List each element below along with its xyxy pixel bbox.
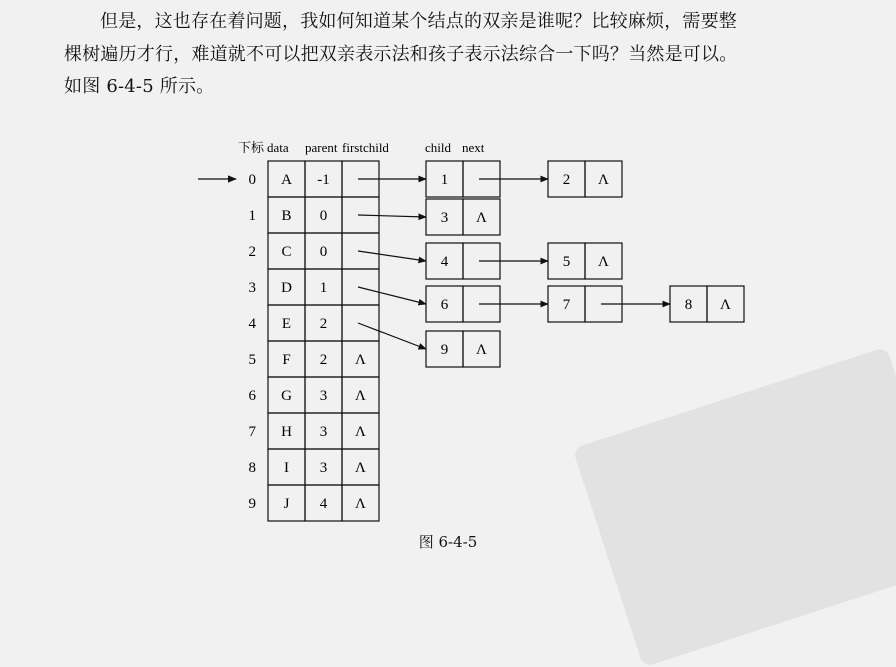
header-data: data bbox=[267, 140, 289, 155]
cell-parent: -1 bbox=[317, 172, 330, 188]
cell-parent: 3 bbox=[319, 388, 328, 404]
table-cell bbox=[342, 269, 379, 305]
next-null: Λ bbox=[476, 342, 487, 358]
child-value: 9 bbox=[440, 342, 449, 358]
row-index: 2 bbox=[248, 244, 256, 260]
child-list-node bbox=[426, 331, 500, 367]
cell-data: F bbox=[282, 352, 291, 368]
row-index: 3 bbox=[248, 280, 256, 296]
row-index: 8 bbox=[248, 460, 256, 476]
row-index: 7 bbox=[248, 424, 256, 440]
cell-data: H bbox=[281, 424, 292, 440]
child-value: 7 bbox=[562, 297, 571, 313]
table-row bbox=[249, 449, 380, 485]
row-index: 0 bbox=[248, 172, 256, 188]
row-index: 5 bbox=[248, 352, 256, 368]
firstchild-arrow bbox=[358, 251, 426, 261]
cell-firstchild-null: Λ bbox=[355, 460, 366, 476]
child-list-node bbox=[670, 286, 744, 322]
child-value: 4 bbox=[440, 254, 449, 270]
header-child: child bbox=[425, 140, 451, 155]
next-null: Λ bbox=[598, 172, 609, 188]
cell-data: I bbox=[284, 460, 289, 476]
cell-parent: 0 bbox=[319, 208, 328, 224]
next-null: Λ bbox=[476, 210, 487, 226]
cell-data: D bbox=[281, 280, 292, 296]
row-index: 9 bbox=[248, 496, 256, 512]
cell-parent: 3 bbox=[319, 424, 328, 440]
cell-parent: 2 bbox=[319, 352, 328, 368]
child-list-node bbox=[426, 199, 500, 235]
child-list-node bbox=[548, 243, 622, 279]
header-index: 下标 bbox=[238, 140, 265, 155]
pointer-arrows bbox=[358, 179, 670, 349]
child-lists bbox=[426, 161, 744, 367]
cell-data: A bbox=[281, 172, 292, 188]
para-line-1: 但是，这也存在着问题，我如何知道某个结点的双亲是谁呢？比较麻烦，需要整 bbox=[100, 11, 737, 32]
cell-parent: 1 bbox=[319, 280, 328, 296]
cell-data: G bbox=[281, 388, 292, 404]
cell-firstchild-null: Λ bbox=[355, 424, 366, 440]
cell-firstchild-null: Λ bbox=[355, 352, 366, 368]
header-next: next bbox=[462, 140, 485, 155]
cell-firstchild-null: Λ bbox=[355, 388, 366, 404]
child-list-node bbox=[548, 161, 622, 197]
cell-firstchild-null: Λ bbox=[355, 496, 366, 512]
firstchild-arrow bbox=[358, 323, 426, 349]
next-null: Λ bbox=[598, 254, 609, 270]
figure-caption: 图 6-4-5 bbox=[418, 533, 478, 551]
row-index: 6 bbox=[248, 388, 256, 404]
para-line-2: 棵树遍历才行，难道就不可以把双亲表示法和孩子表示法综合一下吗？当然是可以。 bbox=[64, 43, 738, 65]
cell-parent: 3 bbox=[319, 460, 328, 476]
firstchild-arrow bbox=[358, 287, 426, 304]
cell-parent: 2 bbox=[319, 316, 328, 332]
child-value: 3 bbox=[440, 210, 449, 226]
child-value: 5 bbox=[562, 254, 571, 270]
table-row bbox=[249, 377, 380, 413]
cell-parent: 0 bbox=[319, 244, 328, 260]
table-row bbox=[249, 485, 380, 521]
row-index: 1 bbox=[248, 208, 256, 224]
cell-parent: 4 bbox=[319, 496, 328, 512]
child-value: 6 bbox=[440, 297, 449, 313]
cell-data: J bbox=[283, 496, 290, 512]
cell-data: C bbox=[281, 244, 292, 260]
cell-data: E bbox=[281, 316, 292, 332]
next-null: Λ bbox=[720, 297, 731, 313]
para-line-3: 如图 6-4-5 所示。 bbox=[64, 76, 215, 97]
firstchild-arrow bbox=[358, 215, 426, 217]
child-value: 1 bbox=[440, 172, 449, 188]
table-row bbox=[249, 413, 380, 449]
table-row bbox=[249, 341, 380, 377]
header-firstchild: firstchild bbox=[342, 140, 389, 155]
child-value: 8 bbox=[684, 297, 693, 313]
cell-data: B bbox=[281, 208, 292, 224]
table-cell bbox=[342, 305, 379, 341]
child-value: 2 bbox=[562, 172, 571, 188]
row-index: 4 bbox=[248, 316, 256, 332]
header-parent: parent bbox=[305, 140, 338, 155]
